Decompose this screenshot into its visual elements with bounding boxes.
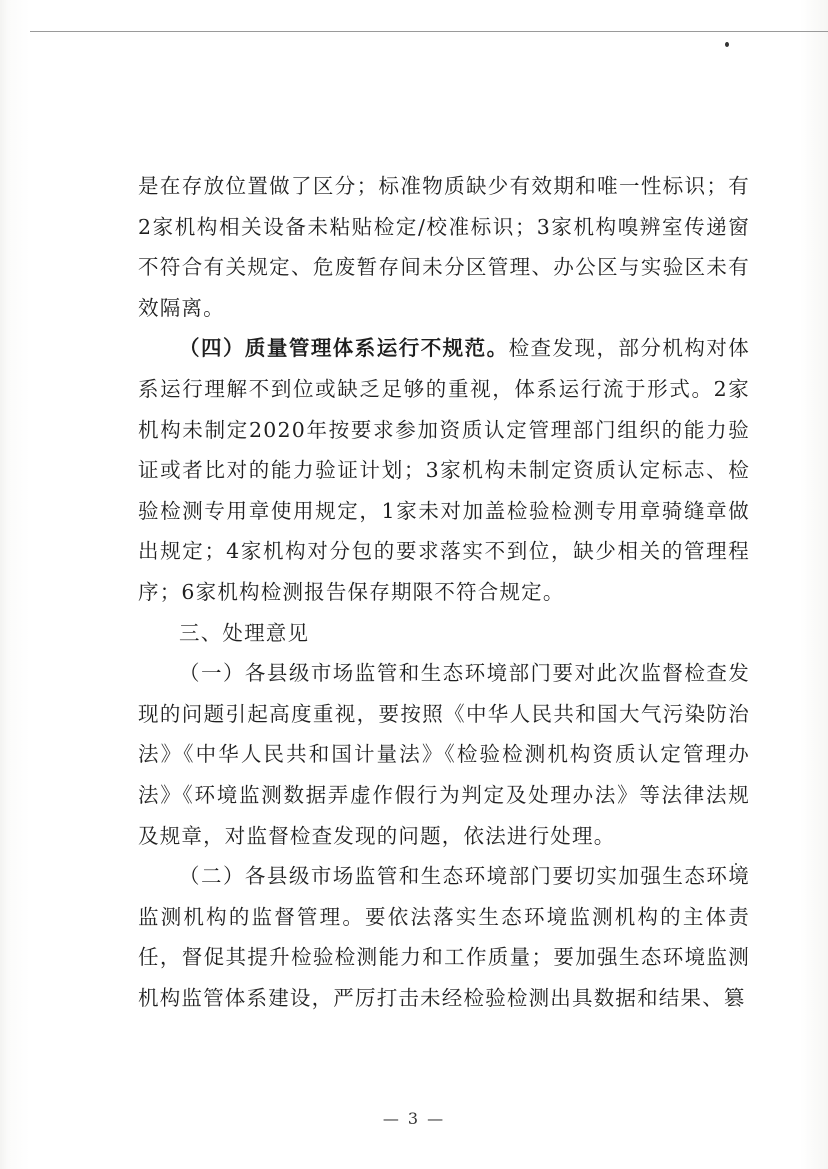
section-lead-heading: （四）质量管理体系运行不规范。 — [179, 336, 509, 361]
paragraph-item-1: （一）各县级市场监管和生态环境部门要对此次监督检查发现的问题引起高度重视，要按照《中华人民共和国大气污染防治法》《中华人民共和国计量法》《检验检测机构资质认定管理办法》《环境监测数据弄虚作假行为判定及处理办法》等法律法规及规章，对监督检查发现的问题，依法进行处理。 — [138, 661, 750, 848]
top-border-line — [30, 31, 828, 32]
page-number: — 3 — — [382, 1109, 446, 1128]
paragraph-item-2: （二）各县级市场监管和生态环境部门要切实加强生态环境监测机构的监督管理。要依法落实生态环境监测机构的主体责任，督促其提升检验检测能力和工作质量；要加强生态环境监测机构监管体系建设，严厉打击未经检验检测出具数据和结果、篡 — [138, 864, 750, 1010]
paragraph-continued: 是在存放位置做了区分；标准物质缺少有效期和唯一性标识；有2家机构相关设备未粘贴检定/校准标识；3家机构嗅辨室传递窗不符合有关规定、危废暂存间未分区管理、办公区与实验区未有效隔离。 — [138, 174, 750, 320]
section-heading: 三、处理意见 — [179, 620, 310, 645]
paragraph-quality-management — [138, 328, 750, 612]
paragraph-body: 检查发现，部分机构对体系运行理解不到位或缺乏足够的重视，体系运行流于形式。2家机构未制定2020年按要求参加资质认定管理部门组织的能力验证或者比对的能力验证计划；3家机构未制定资质认定标志、检验检测专用章使用规定，1家未对加盖检验检测专用章骑缝章做出规定；4家机构对分包的要求落实不到位，缺少相关的管理程序；6家机构检测报告保存期限不符合规定。 — [138, 336, 750, 604]
document-body — [138, 166, 750, 1018]
scan-speck — [725, 42, 729, 47]
